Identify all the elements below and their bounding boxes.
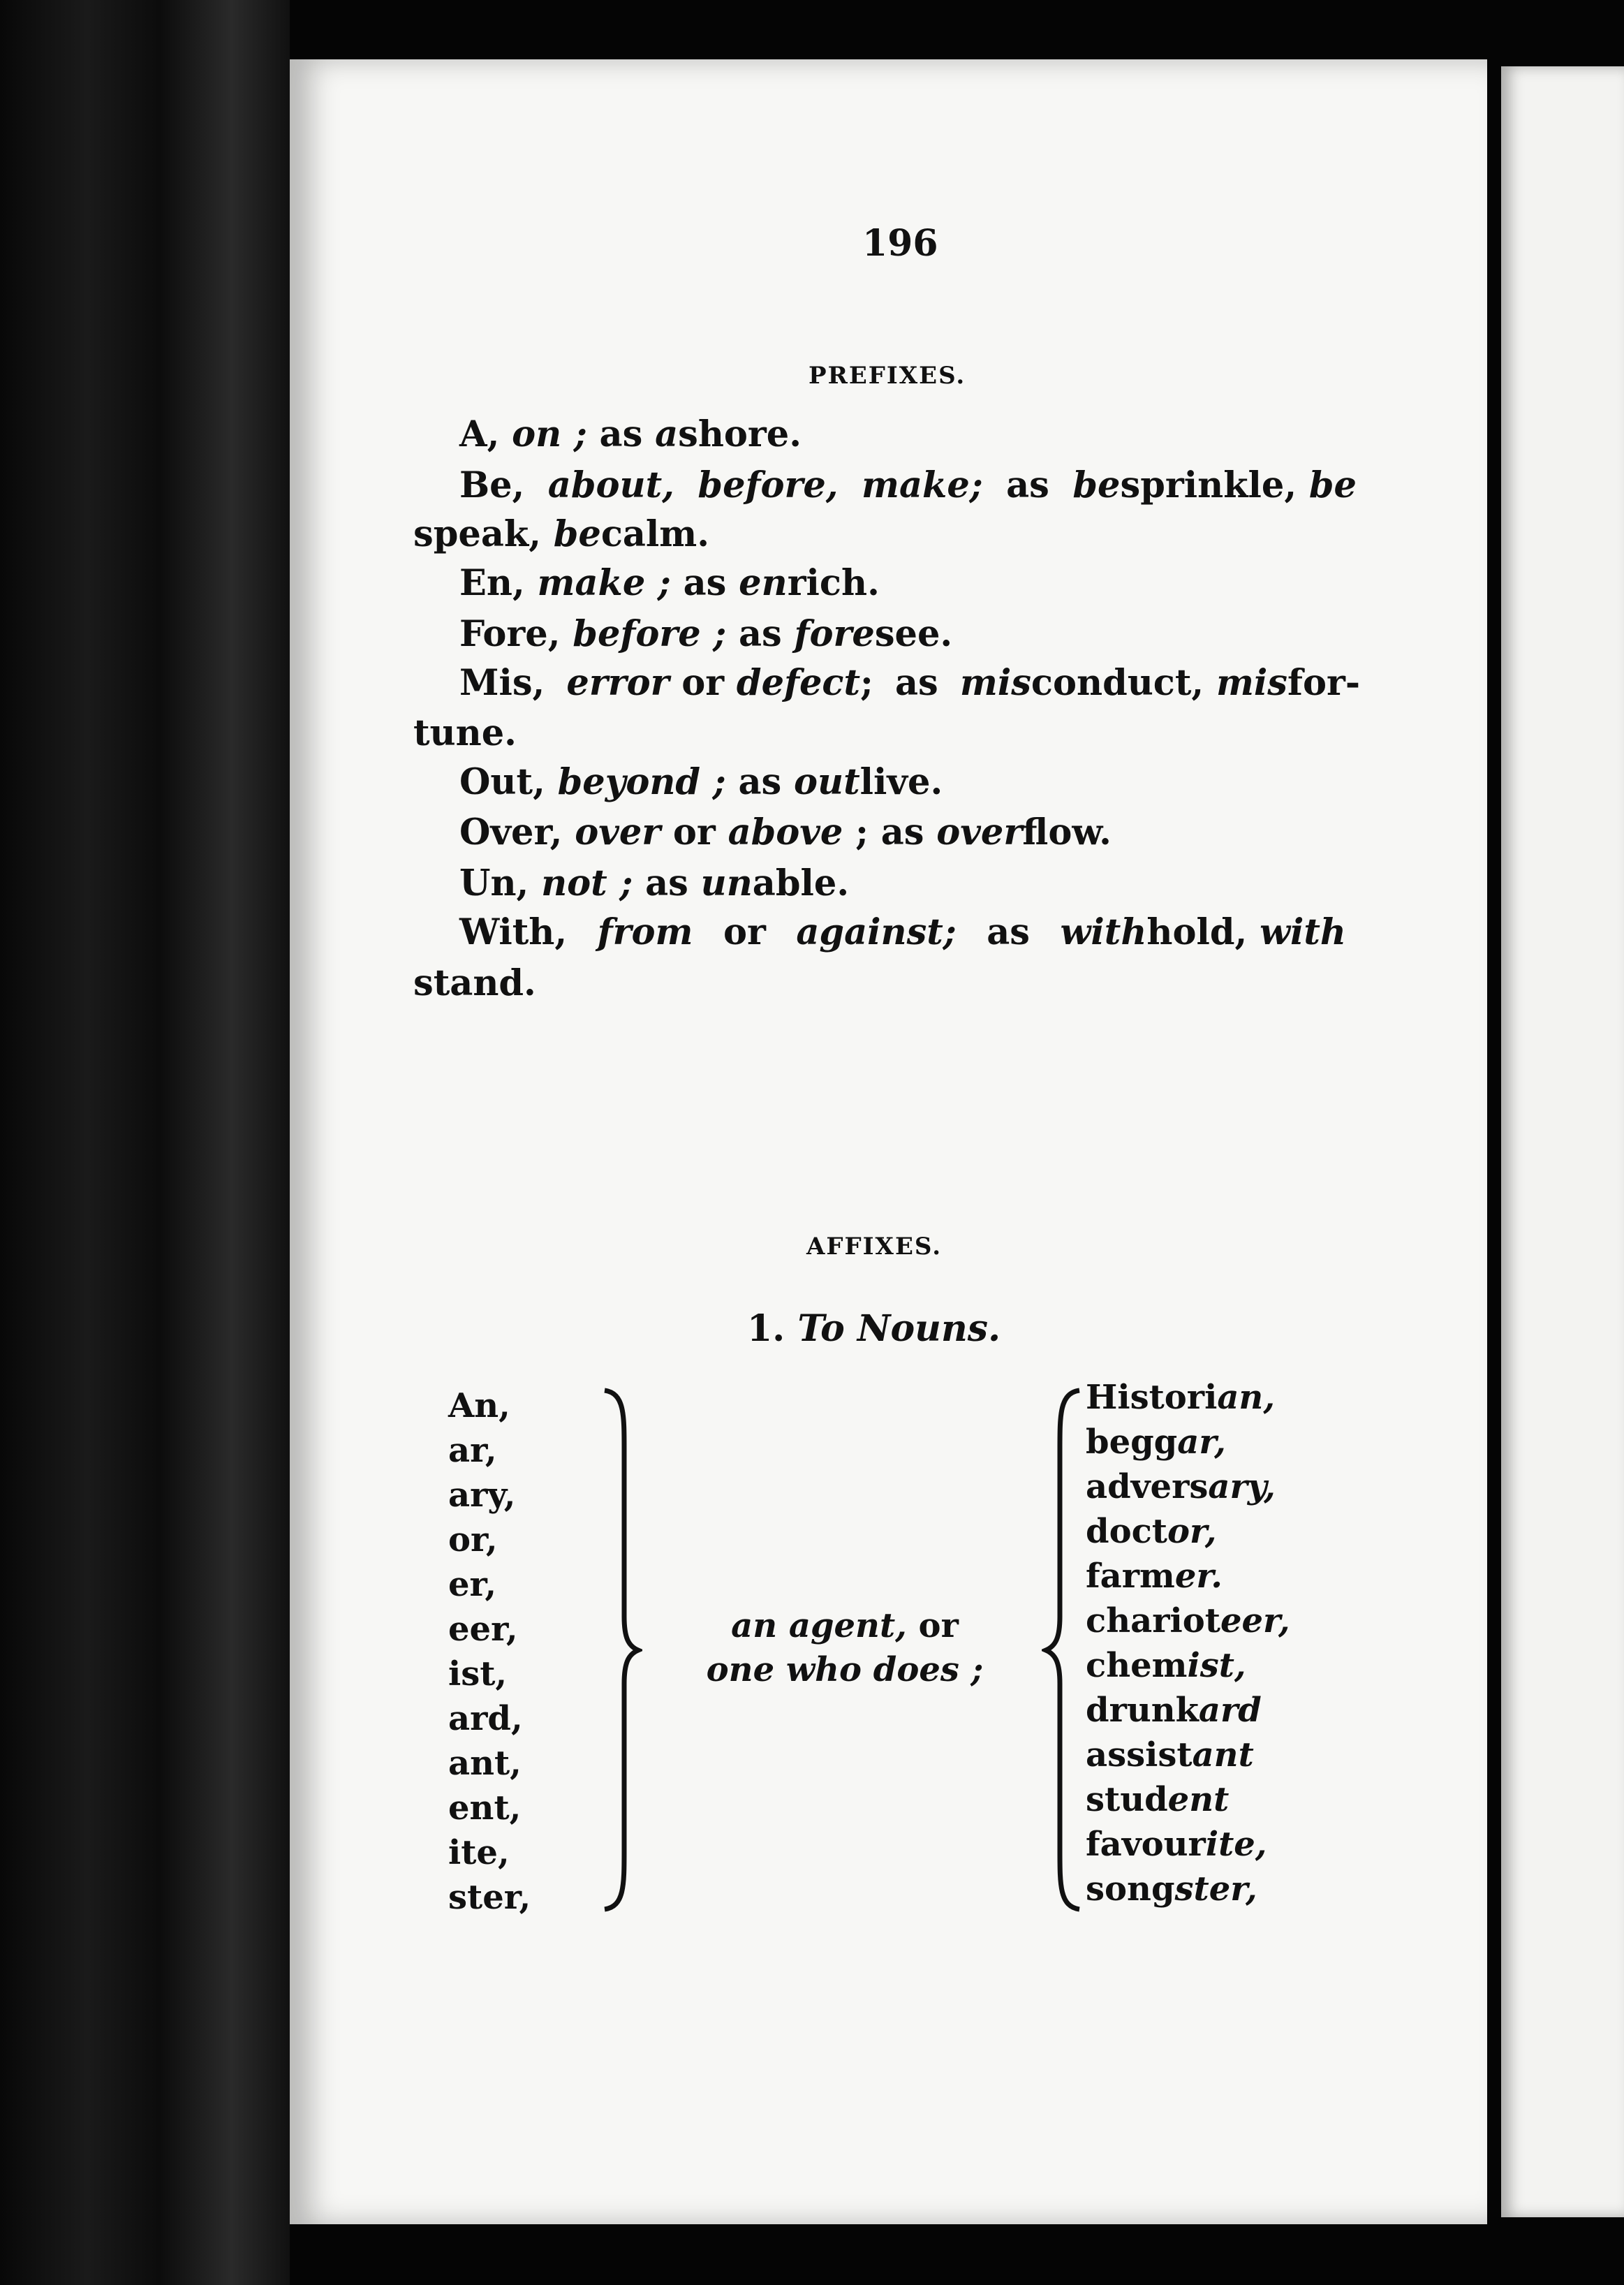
prefix-line-a: A, on ; as ashore. — [459, 413, 802, 455]
example-item: adversary, — [1086, 1467, 1276, 1506]
example-item: beggar, — [1086, 1423, 1226, 1462]
prefix-line-un: Un, not ; as unable. — [459, 862, 850, 904]
suffix-item: ard, — [448, 1699, 523, 1738]
example-item: farmer. — [1086, 1557, 1223, 1596]
suffix-item: or, — [448, 1520, 498, 1559]
prefix-line-be: Be, about, before, make; as besprinkle, be — [459, 464, 1357, 506]
example-item: chemist, — [1086, 1646, 1246, 1685]
example-item: Historian, — [1086, 1378, 1276, 1417]
suffix-item: ster, — [448, 1878, 531, 1917]
affix-meaning-line-2: one who does ; — [706, 1650, 984, 1689]
prefix-line-mis-continued: tune. — [413, 712, 517, 754]
affixes-subheading: 1. To Nouns. — [747, 1307, 1001, 1350]
right-brace — [1042, 1386, 1084, 1913]
adjacent-page-edge — [1501, 66, 1624, 2217]
example-item: favourite, — [1086, 1825, 1267, 1864]
prefix-line-over: Over, over or above ; as overflow. — [459, 811, 1112, 853]
suffix-item: ant, — [448, 1744, 522, 1783]
example-item: student — [1086, 1780, 1230, 1819]
suffix-item: ist, — [448, 1654, 508, 1693]
page-number: 196 — [862, 222, 938, 265]
prefix-line-out: Out, beyond ; as outlive. — [459, 761, 943, 803]
prefix-line-with-continued: stand. — [413, 962, 536, 1004]
prefixes-heading: PREFIXES. — [809, 362, 966, 390]
affix-meaning-line-1: an agent, or — [731, 1606, 959, 1645]
prefix-line-en: En, make ; as enrich. — [459, 562, 880, 604]
example-item: drunkard — [1086, 1691, 1262, 1730]
example-item: charioteer, — [1086, 1601, 1290, 1640]
left-brace — [600, 1386, 642, 1913]
prefix-line-be-continued: speak, becalm. — [413, 513, 710, 555]
prefix-line-with: With, from or against; as withhold, with — [459, 911, 1346, 953]
suffix-item: ite, — [448, 1833, 510, 1872]
suffix-item: ary, — [448, 1476, 516, 1515]
example-item: doctor, — [1086, 1512, 1217, 1551]
suffix-item: An, — [448, 1386, 510, 1425]
suffix-item: eer, — [448, 1610, 518, 1649]
suffix-item: ent, — [448, 1788, 522, 1828]
prefix-line-fore: Fore, before ; as foresee. — [459, 613, 953, 655]
example-item: assistant — [1086, 1735, 1254, 1775]
prefix-line-mis: Mis, error or defect; as misconduct, misfor- — [459, 662, 1360, 704]
suffix-item: ar, — [448, 1431, 497, 1470]
book-spine — [0, 0, 290, 2285]
prefix-example-a: ashore. — [655, 413, 802, 455]
suffix-item: er, — [448, 1565, 497, 1604]
affixes-heading: AFFIXES. — [806, 1233, 943, 1261]
example-item: songster, — [1086, 1869, 1257, 1909]
